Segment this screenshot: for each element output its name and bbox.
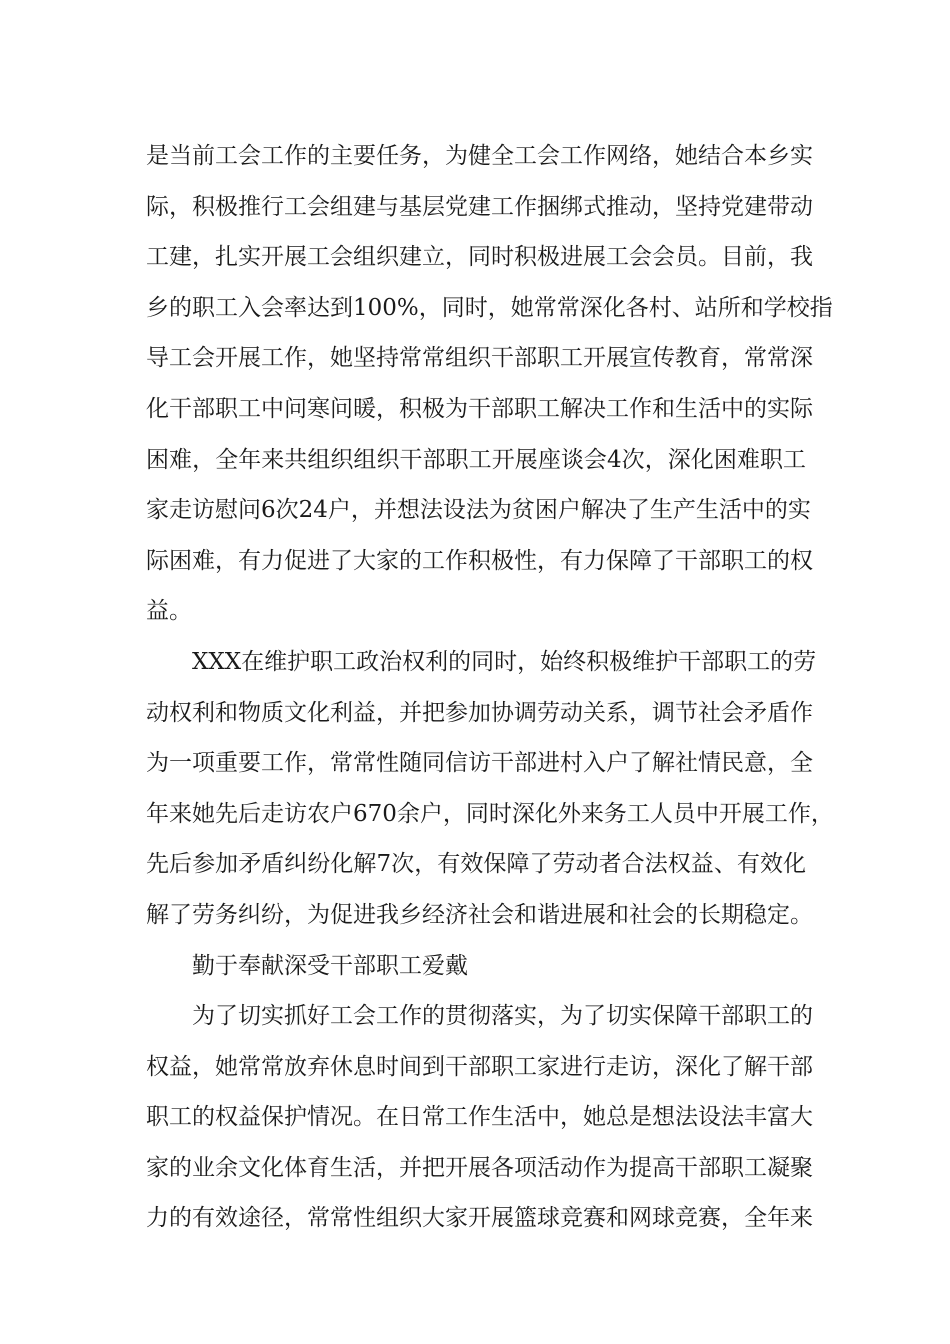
text-line: 益。 <box>146 598 192 625</box>
text-line: 解了劳务纠纷，为促进我乡经济社会和谐进展和社会的长期稳定。 <box>146 901 813 928</box>
paragraph <box>146 991 813 1244</box>
paragraph <box>146 941 806 992</box>
text-line: 先后参加矛盾纠纷化解7次，有效保障了劳动者合法权益、有效化 <box>146 851 806 878</box>
text-line: 为了切实抓好工会工作的贯彻落实，为了切实保障干部职工的 <box>192 1003 813 1030</box>
text-line: 动权利和物质文化利益，并把参加协调劳动关系，调节社会矛盾作 <box>146 699 813 726</box>
text-line: 为一项重要工作，常常性随同信访干部进村入户了解社情民意，全 <box>146 750 813 777</box>
text-line: 化干部职工中问寒问暖，积极为干部职工解决工作和生活中的实际 <box>146 395 813 422</box>
text-line: XXX在维护职工政治权利的同时，始终积极维护干部职工的劳 <box>192 648 817 675</box>
text-line: 力的有效途径，常常性组织大家开展篮球竞赛和网球竞赛，全年来 <box>146 1205 813 1232</box>
paragraph <box>146 637 834 941</box>
document-body <box>146 131 834 1244</box>
text-line: 家走访慰问6次24户，并想法设法为贫困户解决了生产生活中的实 <box>146 497 811 524</box>
text-line: 职工的权益保护情况。在日常工作生活中，她总是想法设法丰富大 <box>146 1104 813 1131</box>
text-line: 权益，她常常放弃休息时间到干部职工家进行走访，深化了解干部 <box>146 1053 813 1080</box>
paragraph <box>146 131 833 637</box>
text-line: 乡的职工入会率达到100%，同时，她常常深化各村、站所和学校指 <box>146 294 833 321</box>
text-line: 家的业余文化体育生活，并把开展各项活动作为提高干部职工凝聚 <box>146 1154 813 1181</box>
text-line: 年来她先后走访农户670余户，同时深化外来务工人员中开展工作， <box>146 800 834 827</box>
text-line: 困难，全年来共组织组织干部职工开展座谈会4次，深化困难职工 <box>146 446 806 473</box>
text-line: 导工会开展工作，她坚持常常组织干部职工开展宣传教育，常常深 <box>146 345 813 372</box>
text-line: 勤于奉献深受干部职工爱戴 <box>192 952 468 979</box>
text-line: 际，积极推行工会组建与基层党建工作捆绑式推动，坚持党建带动 <box>146 193 813 220</box>
text-line: 是当前工会工作的主要任务，为健全工会工作网络，她结合本乡实 <box>146 143 813 169</box>
text-line: 际困难，有力促进了大家的工作积极性，有力保障了干部职工的权 <box>146 547 813 574</box>
text-line: 工建，扎实开展工会组织建立，同时积极进展工会会员。目前，我 <box>146 244 813 271</box>
